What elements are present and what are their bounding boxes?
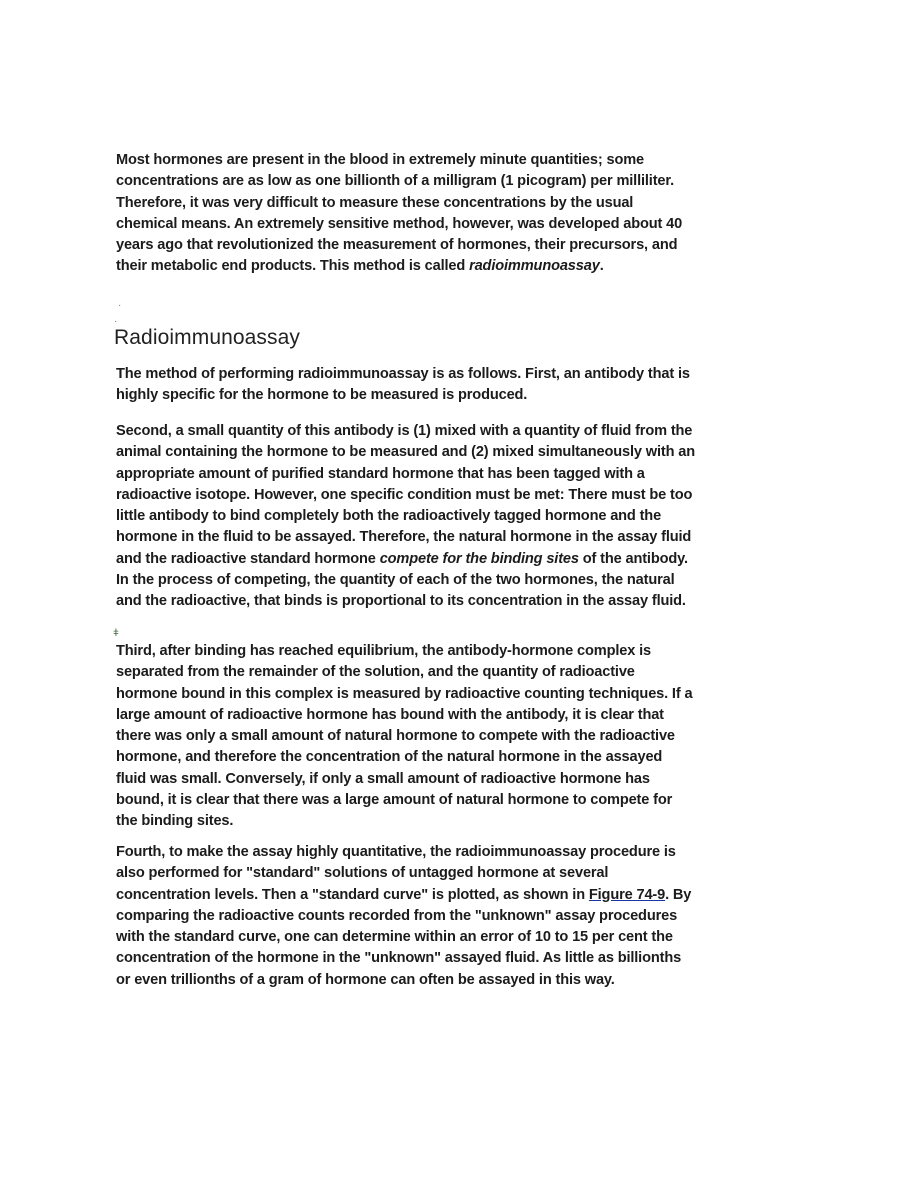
scan-speck: ·: [118, 300, 122, 311]
scan-speck: ǂ: [113, 628, 119, 639]
paragraph-fourth: [116, 842, 696, 991]
paragraph-second: [116, 421, 696, 613]
intro-end: .: [599, 258, 604, 275]
scan-speck: ·: [114, 316, 118, 327]
intro-paragraph: [116, 150, 696, 278]
paragraph-first: The method of performing radioimmunoassay is as follows. First, an antibody that is highly specific for the hormone to be measured is produced.: [116, 366, 690, 404]
intro-term: radioimmunoassay: [469, 258, 600, 275]
section-heading: Radioimmunoassay: [114, 326, 301, 349]
paragraph-fourth-end: . By comparing the radioactive counts recorded from the "unknown" assay procedures with the standard curve, one can determine within an error of 10 to 15 per cent the concentration of the hormone in the "unknown" assayed fluid. As little as billionths or even trillionths of a gram of hormone can often be assayed in this way.: [116, 886, 692, 988]
paragraph-second-text: Second, a small quantity of this antibody is (1) mixed with a quantity of fluid from the animal containing the hormone to be measured and (2) mixed simultaneously with an appropriate amount of purified standard hormone that has been tagged with a radioactive isotope. However, one specific condition must be met: There must be too little antibody to bind completely both the radioactively tagged hormone and the hormone in the fluid to be assayed. Therefore, the natural hormone in the assay fluid and the radioactive standard hormone: [116, 423, 695, 567]
paragraph-fourth-text: Fourth, to make the assay highly quantitative, the radioimmunoassay procedure is also performed for "standard" solutions of untagged hormone at several concentration levels. Then a "standard curve" is plotted, as shown in: [116, 844, 676, 903]
intro-text: Most hormones are present in the blood in extremely minute quantities; some concentrations are as low as one billionth of a milligram (1 picogram) per milliliter. Therefore, it was very difficult to measure these concentrations by the usual chemical means. An extremely sensitive method, however, was developed about 40 years ago that revolutionized the measurement of hormones, their precursors, and their metabolic end products. This method is called: [116, 152, 683, 275]
paragraph-second-end: of the antibody. In the process of competing, the quantity of each of the two hormones, the natural and the radioactive, that binds is proportional to its concentration in the assay fluid.: [116, 550, 688, 610]
paragraph-third: Third, after binding has reached equilibrium, the antibody-hormone complex is separated from the remainder of the solution, and the quantity of radioactive hormone bound in this complex is measured by radioactive counting techniques. If a large amount of radioactive hormone has bound with the antibody, it is clear that there was only a small amount of natural hormone to compete with the radioactive hormone, and therefore the concentration of the natural hormone in the assayed fluid was small. Conversely, if only a small amount of radioactive hormone has bound, it is clear that there was a large amount of natural hormone to compete for the binding sites.: [116, 643, 693, 830]
figure-link[interactable]: Figure 74-9: [588, 886, 666, 903]
paragraph-second-emphasis: compete for the binding sites: [379, 550, 579, 567]
